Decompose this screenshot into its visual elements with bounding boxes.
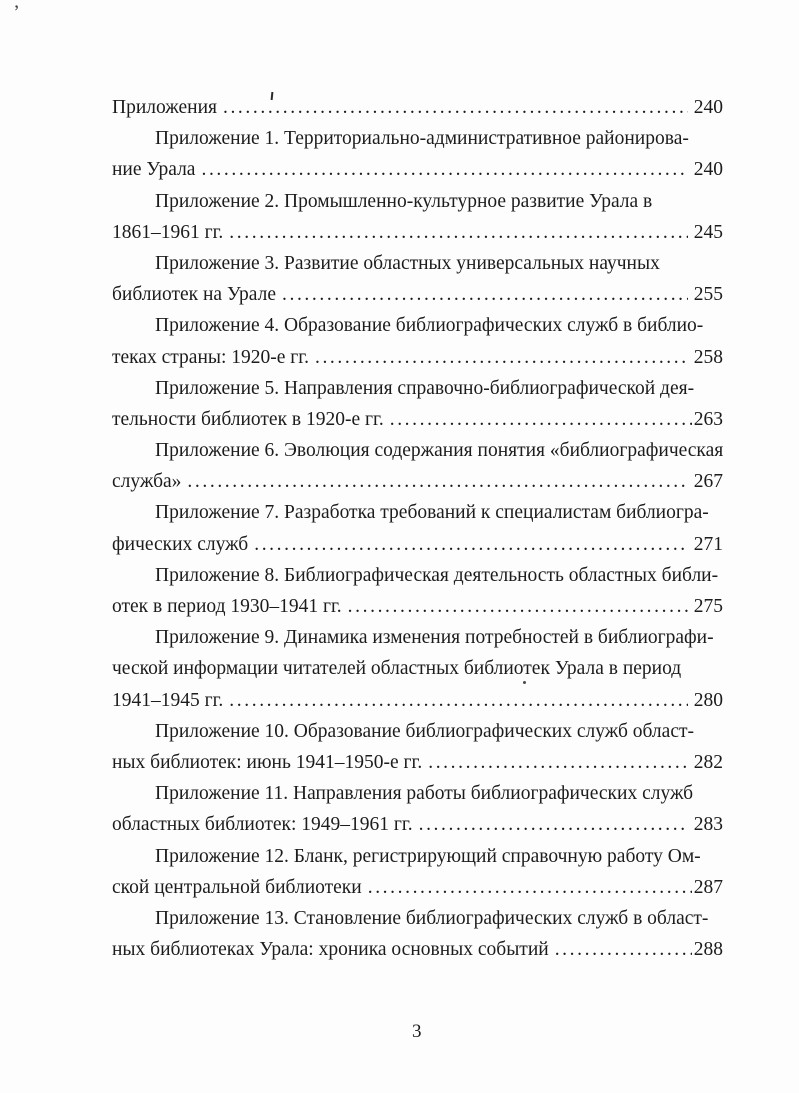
footer-page-number: 3 [412,1021,422,1042]
toc-entry-text: Приложение 5. Направления справочно-библиографической дея- [155,377,695,399]
dot-leader [254,529,688,560]
toc-entry-text: Приложение 9. Динамика изменения потребностей в библиографи- [155,627,714,649]
toc-page-number: 271 [693,533,723,555]
toc-page-number: 282 [693,751,723,773]
toc-entry-last-line [112,685,723,716]
toc-entry-last-line [112,154,723,185]
toc-entry-text: библиотек на Урале [112,284,276,306]
toc-entry [112,778,723,840]
toc-entry-text: Приложение 12. Бланк, регистрирующий справочную работу Ом- [155,845,701,867]
toc-entry-text: Приложение 10. Образование библиографических служб област- [155,720,694,742]
toc-entry [112,716,723,778]
toc-page-number: 280 [693,689,723,711]
toc-entry-text: ческой информации читателей областных библиотек Урала в период [112,658,682,680]
toc-entry-text: Приложение 7. Разработка требований к специалистам библиогра- [155,502,709,524]
toc-entry [112,373,723,435]
toc-entry-last-line [112,342,723,373]
dot-leader [428,747,688,778]
toc-page-number: 263 [693,408,723,430]
toc-page-number: 258 [693,346,723,368]
toc-entry [112,497,723,559]
toc-page-number: 240 [693,159,723,181]
toc-entry [112,92,723,123]
toc-entry-text: ской центральной библиотеки [112,876,362,898]
toc-entry [112,622,723,716]
dot-leader [368,872,692,903]
toc-entry-text: 1861–1961 гг. [112,221,224,243]
toc-entry-text: Приложение 2. Промышленно-культурное развитие Урала в [155,190,653,212]
dot-leader [229,685,688,716]
toc-entry-text: ных библиотеках Урала: хроника основных событий [112,939,549,961]
toc-entry [112,310,723,372]
toc-page-number: 283 [693,814,723,836]
dot-leader [348,591,692,622]
toc-entry [112,186,723,248]
toc-entry-text: областных библиотек: 1949–1961 гг. [112,814,413,836]
toc-entry-last-line [112,529,723,560]
scan-artifact-mark: ’ [12,1,22,24]
dot-leader [201,154,688,185]
toc-page-number: 275 [693,596,723,617]
dot-leader [315,342,688,373]
toc-entry-text: служба» [112,471,182,493]
toc-entry-last-line [112,934,723,965]
dot-leader [187,466,688,497]
toc-list [112,92,723,965]
toc-entry-last-line [112,92,723,123]
toc-entry [112,903,723,965]
toc-page-number: 240 [693,97,723,118]
dot-leader [390,404,692,435]
toc-entry-last-line [112,809,723,840]
toc-entry [112,560,723,622]
toc-entry-last-line [112,279,723,310]
toc-entry-text: 1941–1945 гг. [112,689,224,711]
dot-leader [282,279,688,310]
toc-entry-text: Приложения [112,97,217,118]
toc-entry-last-line [112,591,723,622]
toc-entry-text: ние Урала [112,159,196,181]
toc-page-number: 255 [693,284,723,306]
toc-entry-text: Приложение 13. Становление библиографических служб в област- [155,907,709,929]
dot-leader [223,92,688,123]
toc-page-number: 287 [693,876,723,898]
toc-entry-text: Приложение 4. Образование библиографических служб в библио- [155,315,704,337]
toc-entry-text: Приложение 1. Территориально-административное районирова- [155,128,689,150]
toc-entry-last-line [112,466,723,497]
toc-entry-last-line [112,404,723,435]
toc-entry [112,435,723,497]
toc-entry-text: Приложение 8. Библиографическая деятельность областных библи- [155,564,719,586]
toc-entry-text: Приложение 6. Эволюция содержания понятия «библиографическая [155,440,724,462]
toc-entry [112,123,723,185]
dot-leader [419,809,688,840]
toc-entry-text: тельности библиотек в 1920-е гг. [112,408,384,430]
toc-entry-text: теках страны: 1920-е гг. [112,346,309,368]
toc-entry-text: фических служб [112,533,249,555]
dot-leader [229,217,688,248]
toc-entry-last-line [112,217,723,248]
toc-page-number: 288 [693,939,723,961]
toc-entry [112,841,723,903]
toc-entry-text: ных библиотек: июнь 1941–1950-е гг. [112,751,423,773]
toc-entry-text: Приложение 3. Развитие областных универсальных научных [155,252,660,274]
toc-entry [112,248,723,310]
toc-entry-last-line [112,747,723,778]
toc-entry-last-line [112,872,723,903]
toc-page-number: 245 [693,221,723,243]
toc-page-number: 267 [693,471,723,493]
dot-leader [555,934,692,965]
toc-entry-text: Приложение 11. Направления работы библиографических служб [155,783,694,805]
toc-entry-text: отек в период 1930–1941 гг. [112,596,342,617]
